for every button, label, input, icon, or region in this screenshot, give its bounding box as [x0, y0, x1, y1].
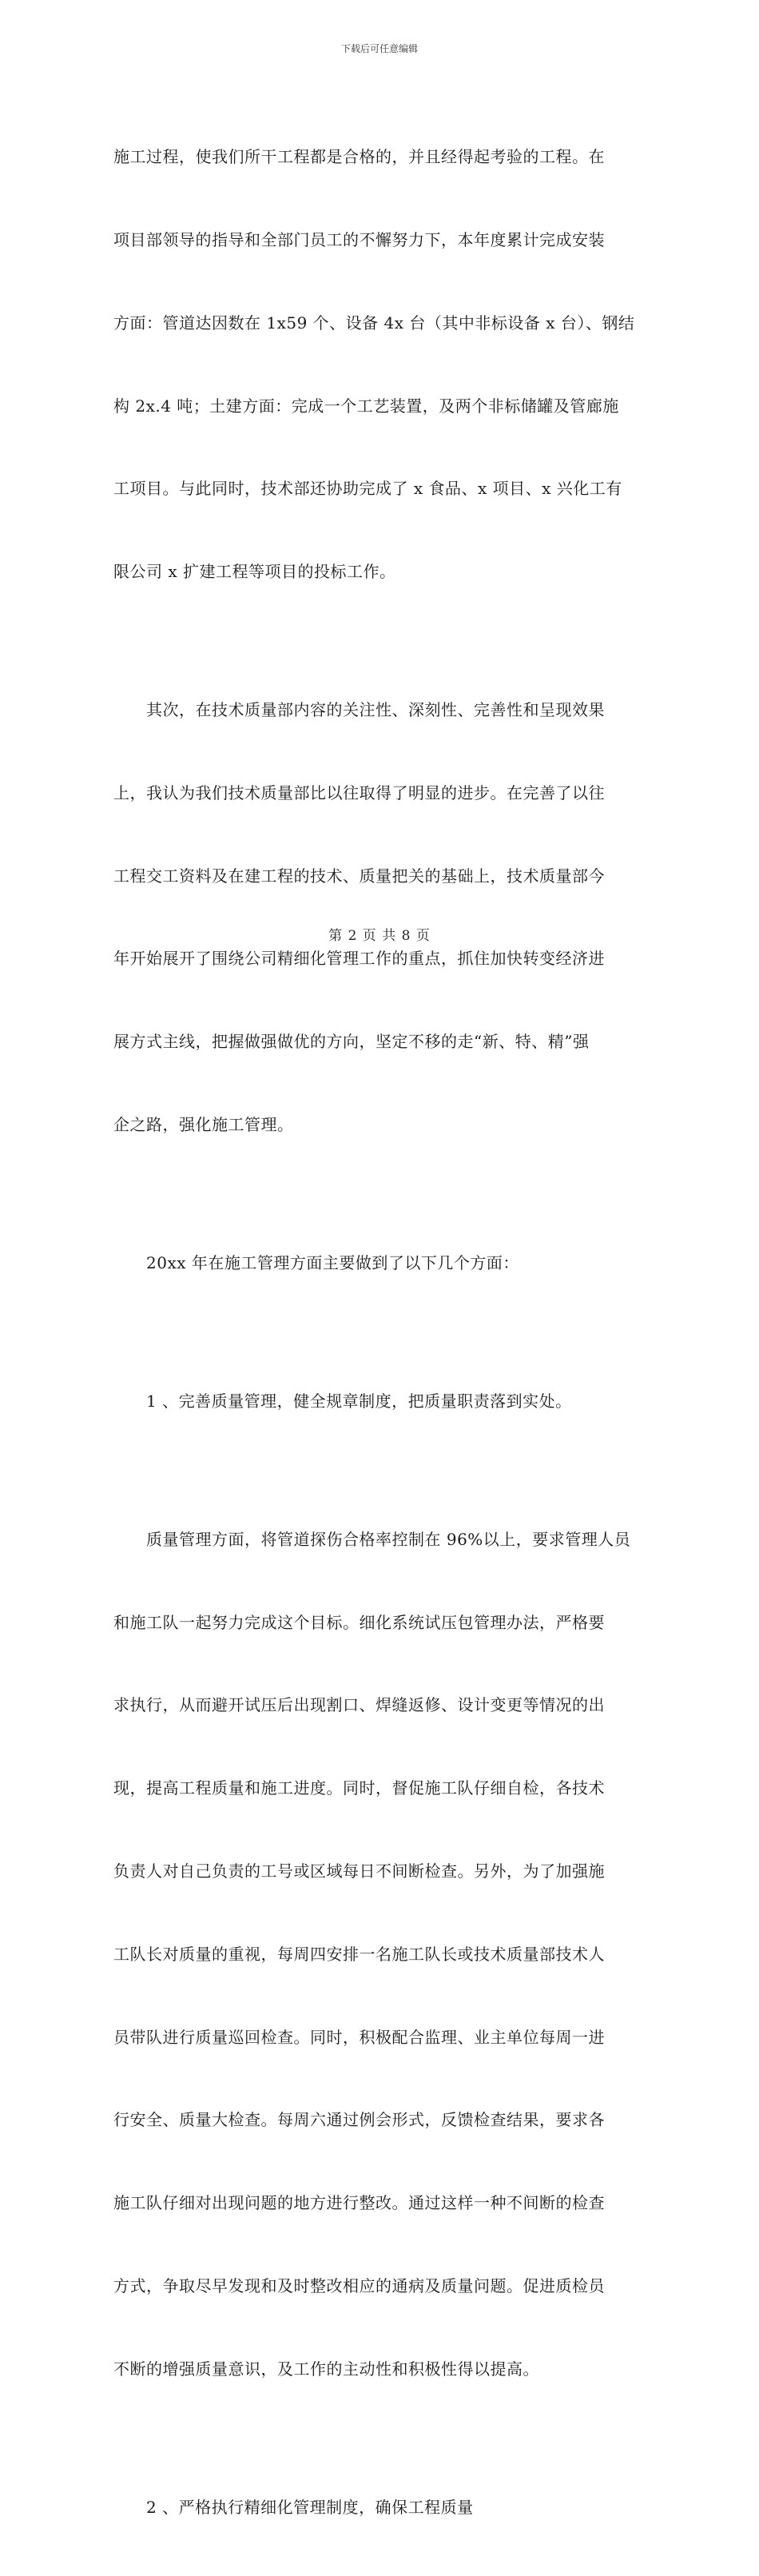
text-line: 项目部领导的指导和全部门员工的不懈努力下，本年度累计完成安装: [113, 229, 605, 249]
page-header-note: 下载后可任意编辑: [340, 43, 418, 54]
text-line: 方式，争取尽早发现和及时整改相应的通病及质量问题。促进质检员: [113, 2275, 605, 2295]
text-line: 求执行，从而避开试压后出现割口、焊缝返修、设计变更等情况的出: [113, 1695, 605, 1715]
document-body: [113, 88, 647, 2576]
paragraph: [113, 641, 647, 1194]
text-line: 其次，在技术质量部内容的关注性、深刻性、完善性和呈现效果: [113, 700, 605, 720]
text-line: 工程交工资料及在建工程的技术、质量把关的基础上，技术质量部今: [113, 866, 605, 886]
text-line: 和施工队一起努力完成这个目标。细化系统试压包管理办法，严格要: [113, 1612, 605, 1632]
text-line: 行安全、质量大检查。每周六通过例会形式，反馈检查结果，要求各: [113, 2110, 605, 2130]
text-line: 工队长对质量的重视，每周四安排一名施工队长或技术质量部技术人: [113, 1944, 605, 1964]
paragraph: [113, 1194, 647, 1332]
page-number: 第 2 页 共 8 页: [328, 928, 431, 944]
text-line: 质量管理方面，将管道探伤合格率控制在 96%以上，要求管理人员: [113, 1529, 631, 1549]
text-line: 2 、严格执行精细化管理制度，确保工程质量: [113, 2497, 474, 2517]
text-line: 施工过程，使我们所干工程都是合格的，并且经得起考验的工程。在: [113, 147, 605, 167]
text-line: 现，提高工程质量和施工进度。同时，督促施工队仔细自检，各技术: [113, 1778, 605, 1798]
text-line: 工项目。与此同时，技术部还协助完成了 x 食品、x 项目、x 兴化工有: [113, 479, 622, 499]
paragraph: [113, 2438, 647, 2576]
paragraph: [113, 88, 647, 641]
text-line: 上，我认为我们技术质量部比以往取得了明显的进步。在完善了以往: [113, 782, 605, 802]
text-line: 限公司 x 扩建工程等项目的投标工作。: [113, 562, 396, 582]
text-line: 20xx 年在施工管理方面主要做到了以下几个方面：: [113, 1252, 519, 1272]
text-line: 不断的增强质量意识，及工作的主动性和积极性得以提高。: [113, 2359, 539, 2379]
text-line: 构 2x.4 吨；土建方面：完成一个工艺装置，及两个非标储罐及管廊施: [113, 396, 619, 416]
paragraph: [113, 1471, 647, 2439]
text-line: 展方式主线，把握做强做优的方向，坚定不移的走“新、特、精”强: [113, 1032, 590, 1052]
text-line: 员带队进行质量巡回检查。同时，积极配合监理、业主单位每周一进: [113, 2027, 605, 2047]
text-line: 企之路，强化施工管理。: [113, 1114, 294, 1134]
text-line: 施工队仔细对出现问题的地方进行整改。通过这样一种不间断的检查: [113, 2193, 605, 2213]
text-line: 1 、完善质量管理，健全规章制度，把质量职责落到实处。: [113, 1391, 572, 1411]
text-line: 方面：管道达因数在 1x59 个、设备 4x 台（其中非标设备 x 台）、钢结: [113, 313, 635, 332]
text-line: 负责人对自己负责的工号或区域每日不间断检查。另外，为了加强施: [113, 1861, 605, 1881]
text-line: 年开始展开了围绕公司精细化管理工作的重点，抓住加快转变经济进: [113, 949, 605, 969]
paragraph: [113, 1332, 647, 1471]
